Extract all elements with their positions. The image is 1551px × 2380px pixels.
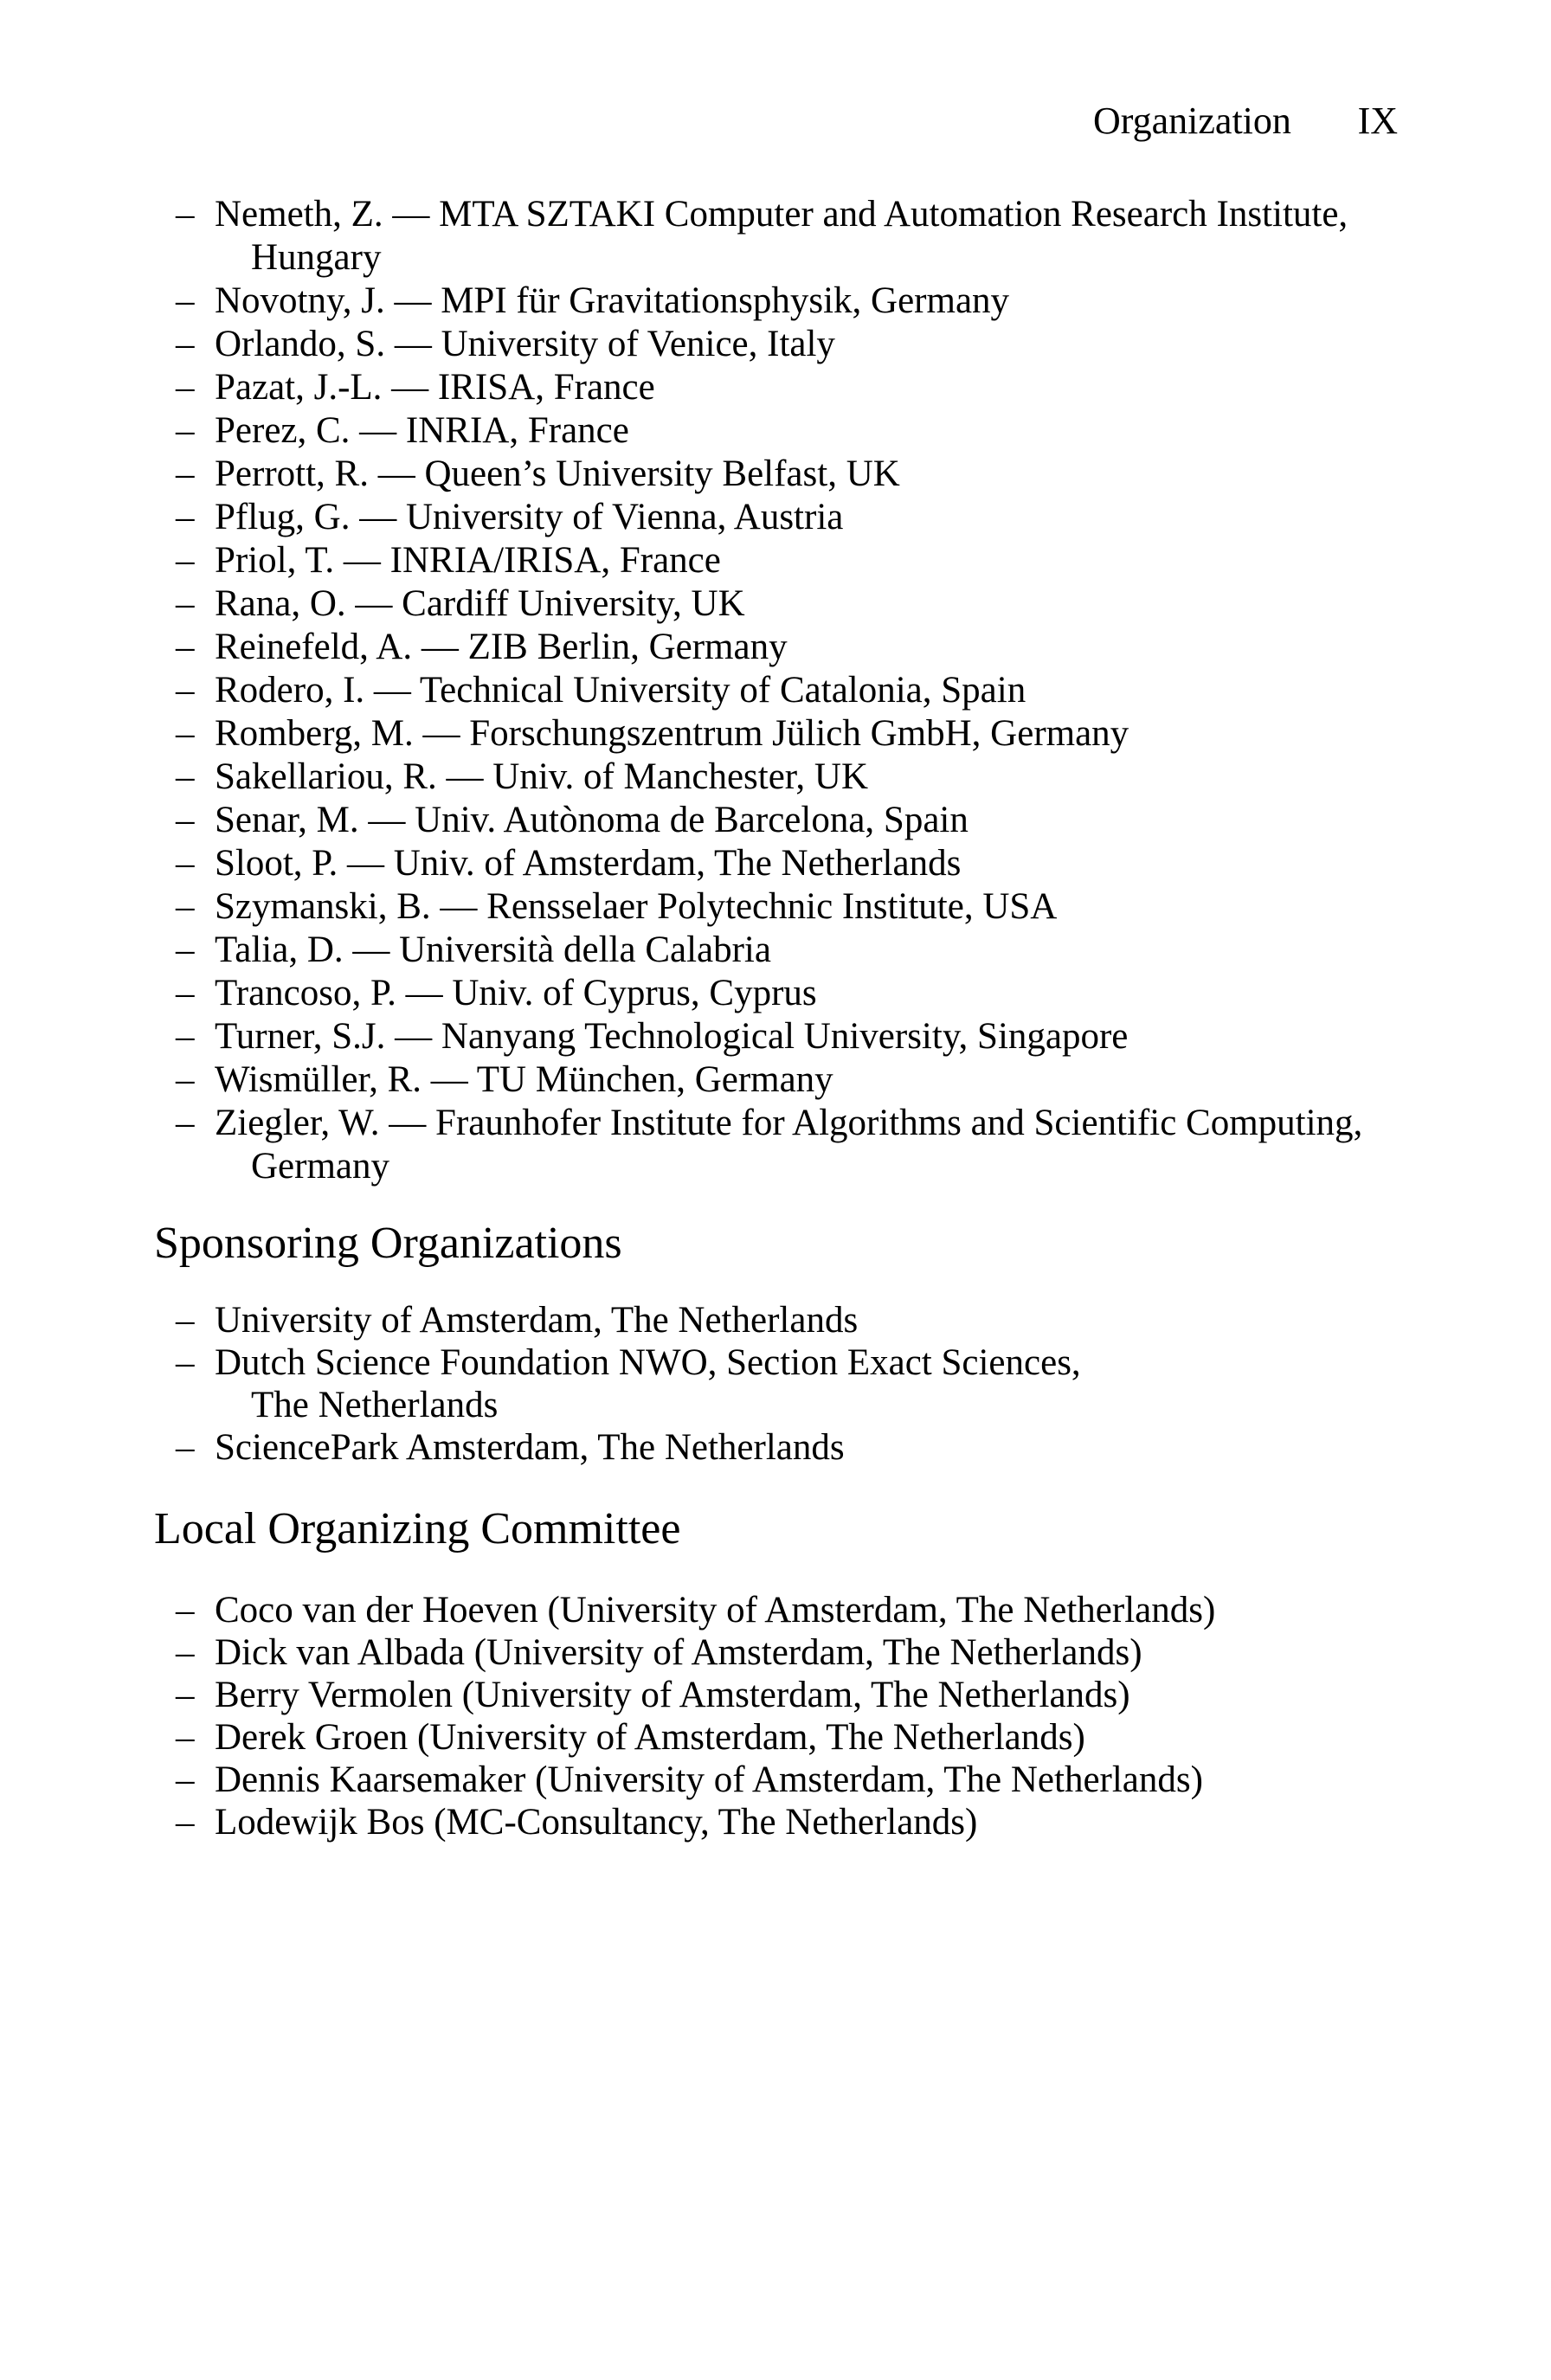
list-item-text: SciencePark Amsterdam, The Netherlands <box>215 1427 845 1468</box>
list-item <box>176 1631 1215 1674</box>
list-item-text: Nemeth, Z. — MTA SZTAKI Computer and Automation Research Institute, <box>215 194 1348 235</box>
list-item-text: Pflug, G. — University of Vienna, Austria <box>215 497 844 537</box>
list-item-text: Perez, C. — INRIA, France <box>215 410 629 451</box>
list-item-text: Wismüller, R. — TU München, Germany <box>215 1059 833 1100</box>
dash-marker: – <box>176 886 195 927</box>
list-item-text: Turner, S.J. — Nanyang Technological University, Singapore <box>215 1016 1129 1057</box>
list-item-text: Trancoso, P. — Univ. of Cyprus, Cyprus <box>215 973 817 1013</box>
dash-marker: – <box>176 1103 195 1143</box>
running-title: Organization <box>1093 100 1291 142</box>
list-item-continuation: Hungary <box>251 237 382 278</box>
list-item-continuation: The Netherlands <box>251 1385 499 1425</box>
list-item <box>176 280 1362 323</box>
list-item <box>176 1341 1081 1384</box>
running-header <box>1093 102 1398 140</box>
list-item-text: Coco van der Hoeven (University of Amsterdam, The Netherlands) <box>215 1590 1216 1631</box>
dash-marker: – <box>176 367 195 408</box>
list-item <box>176 1102 1362 1145</box>
dash-marker: – <box>176 929 195 970</box>
list-item <box>176 885 1362 929</box>
list-item <box>176 626 1362 669</box>
dash-marker: – <box>176 627 195 667</box>
dash-marker: – <box>176 843 195 884</box>
dash-marker: – <box>176 1717 195 1758</box>
list-item-text: Derek Groen (University of Amsterdam, The Netherlands) <box>215 1717 1085 1758</box>
dash-marker: – <box>176 1759 195 1800</box>
dash-marker: – <box>176 194 195 235</box>
dash-marker: – <box>176 1427 195 1468</box>
list-item-text: Sakellariou, R. — Univ. of Manchester, UK <box>215 756 868 797</box>
dash-marker: – <box>176 497 195 537</box>
dash-marker: – <box>176 800 195 840</box>
dash-marker: – <box>176 670 195 711</box>
list-item-text: University of Amsterdam, The Netherlands <box>215 1300 859 1341</box>
list-item-text: Berry Vermolen (University of Amsterdam, The Netherlands) <box>215 1675 1130 1715</box>
dash-marker: – <box>176 1632 195 1673</box>
list-item-text: Ziegler, W. — Fraunhofer Institute for Algorithms and Scientific Computing, <box>215 1103 1363 1143</box>
list-item-text: Priol, T. — INRIA/IRISA, France <box>215 540 721 581</box>
list-item-text: Perrott, R. — Queen’s University Belfast, UK <box>215 453 900 494</box>
dash-marker: – <box>176 973 195 1013</box>
list-item-text: Rodero, I. — Technical University of Catalonia, Spain <box>215 670 1026 711</box>
dash-marker: – <box>176 410 195 451</box>
local-organizing-committee-heading: Local Organizing Committee <box>154 1504 681 1553</box>
committee-members-list <box>176 193 1362 1188</box>
list-item-text: Talia, D. — Università della Calabria <box>215 929 771 970</box>
list-item <box>176 1299 1081 1341</box>
list-item <box>176 842 1362 885</box>
sponsoring-organizations-heading: Sponsoring Organizations <box>154 1219 622 1268</box>
dash-marker: – <box>176 1342 195 1383</box>
list-item <box>176 669 1362 712</box>
list-item <box>176 1674 1215 1716</box>
dash-marker: – <box>176 324 195 364</box>
list-item <box>176 712 1362 756</box>
list-item <box>176 1759 1215 1801</box>
list-item-text: Sloot, P. — Univ. of Amsterdam, The Netherlands <box>215 843 962 884</box>
list-item <box>176 799 1362 842</box>
dash-marker: – <box>176 540 195 581</box>
list-item <box>176 453 1362 496</box>
list-item <box>176 1426 1081 1469</box>
list-item-text: Lodewijk Bos (MC-Consultancy, The Netherlands) <box>215 1802 978 1843</box>
list-item-continuation: Germany <box>251 1146 389 1187</box>
list-item-text: Senar, M. — Univ. Autònoma de Barcelona, Spain <box>215 800 969 840</box>
list-item-text: Dennis Kaarsemaker (University of Amsterdam, The Netherlands) <box>215 1759 1203 1800</box>
dash-marker: – <box>176 713 195 754</box>
list-item <box>176 409 1362 453</box>
local-organizing-committee-list <box>176 1589 1215 1843</box>
dash-marker: – <box>176 583 195 624</box>
list-item-text: Pazat, J.-L. — IRISA, France <box>215 367 655 408</box>
list-item <box>176 1015 1362 1058</box>
dash-marker: – <box>176 1590 195 1631</box>
list-item <box>176 193 1362 236</box>
list-item-text: Orlando, S. — University of Venice, Italy <box>215 324 835 364</box>
list-item <box>176 1801 1215 1843</box>
list-item-text: Dutch Science Foundation NWO, Section Exact Sciences, <box>215 1342 1081 1383</box>
dash-marker: – <box>176 756 195 797</box>
dash-marker: – <box>176 1675 195 1715</box>
sponsoring-organizations-list <box>176 1299 1081 1469</box>
list-item-text: Reinefeld, A. — ZIB Berlin, Germany <box>215 627 788 667</box>
list-item-text: Szymanski, B. — Rensselaer Polytechnic Institute, USA <box>215 886 1058 927</box>
list-item <box>176 323 1362 366</box>
list-item <box>176 1589 1215 1631</box>
list-item <box>176 539 1362 582</box>
list-item <box>176 582 1362 626</box>
list-item <box>176 756 1362 799</box>
page-number: IX <box>1357 100 1398 142</box>
dash-marker: – <box>176 453 195 494</box>
dash-marker: – <box>176 280 195 321</box>
list-item-text: Romberg, M. — Forschungszentrum Jülich GmbH, Germany <box>215 713 1129 754</box>
list-item <box>176 1716 1215 1759</box>
list-item <box>176 496 1362 539</box>
dash-marker: – <box>176 1016 195 1057</box>
list-item <box>176 972 1362 1015</box>
list-item <box>176 1058 1362 1102</box>
list-item-text: Novotny, J. — MPI für Gravitationsphysik, Germany <box>215 280 1010 321</box>
dash-marker: – <box>176 1300 195 1341</box>
dash-marker: – <box>176 1802 195 1843</box>
list-item <box>176 929 1362 972</box>
list-item-text: Dick van Albada (University of Amsterdam, The Netherlands) <box>215 1632 1142 1673</box>
dash-marker: – <box>176 1059 195 1100</box>
list-item-text: Rana, O. — Cardiff University, UK <box>215 583 745 624</box>
list-item <box>176 366 1362 409</box>
